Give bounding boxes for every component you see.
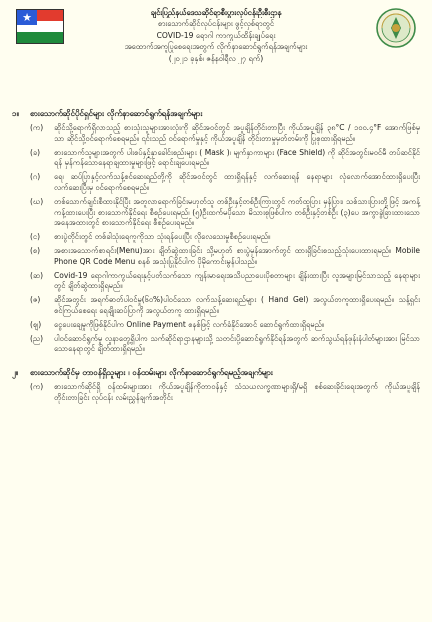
item-label: (င)	[30, 232, 41, 242]
item-label: (ဇ)	[30, 295, 41, 305]
header-date: (၂၀၂၁ ခုနှစ်၊ ဇန်နဝါရီလ ၂၇ ရက်)	[168, 53, 264, 63]
item-text: စားသောက်သူများအတွက် ပါးစပ်နှင့်နှာခေါင်းစည်းများ ( Mask )၊ မျက်နှာကာများ (Face Shield) ကို ဆိုင်အတွင်းမဝင်မီ တပ်ဆင်နိုင်ရန် မှန်ကန်သောနေရာချထားမှုများဖြင့် ရောင်းချပေးရမည်။	[54, 147, 420, 168]
notice-body	[12, 108, 420, 404]
section-owners	[12, 108, 420, 355]
item-text: ဆိုင်အတွင်း အရက်ဓာတ်ပါဝင်မှု(၆၀%)ပါဝင်သော လက်သန့်ဆေးရည်များ ( Hand Gel) အလွယ်တကူထားရှိပေးရမည်။ သန့်ရှင်းစင်ကြယ်စေရေး ရေချိုးဆပ်ပြာကို အလွယ်တကူ ထားရှိရမည်။	[54, 295, 420, 315]
item-text: စားသောက်ဆိုင်ရှိ ဝန်ထမ်းများအား ကိုယ်အပူချိန်ကိုတာဝန်နှင့် သံသယလက္ခဏာများရှိ/မရှိ စစ်ဆေးခိုင်းရေးအတွက် ကိုယ်အပူချိန်တိုင်းတာခြင်း လုပ်ငန်း လမ်းညွှန်ချက်အတိုင်း	[54, 382, 420, 402]
list-item	[30, 246, 420, 268]
item-text: ဆိုင်သို့ရောက်ရှိလာသည့် စားသုံးသူများအားလုံးကို ဆိုင်အဝင်တွင် အပူချိန်တိုင်းတာပြီး ကိုယ်အပူချိန် ၃၈°C / ၁၀၀.၄°F အောက်ဖြစ်မှသာ ဆိုင်သို့ဝင်ရောက်စေရမည်။ ၎င်းသည် ဝင်ရောက်မှုနှင့် ကိုယ်အပူချိန် တိုင်းတာမှုမှတ်တမ်းကို ပြုစုထားရှိရမည်။	[54, 123, 420, 143]
section-title-text: စားသောက်ဆိုင်မှ တာဝန်ရှိသူများ ၊ ဝန်ထမ်းများ လိုက်နာဆောင်ရွက်ရမည့်အချက်များ	[30, 368, 273, 378]
list-item	[30, 232, 420, 243]
section-title	[12, 367, 420, 379]
list-item	[30, 382, 420, 404]
list-item	[30, 123, 420, 145]
item-label: (ဂ)	[30, 172, 41, 182]
list-item	[30, 148, 420, 170]
header-covid: COVID-19 ရောဂါ ကာကွယ်ထိန်းချုပ်ရေး	[156, 30, 276, 40]
item-label: (ဆ)	[30, 270, 44, 280]
list-item	[30, 295, 420, 317]
list-item	[30, 197, 420, 229]
item-label: (က)	[30, 382, 44, 392]
section-title-text: စားသောက်ဆိုင်ပိုင်ရှင်များ လိုက်နာဆောင်ရွက်ရန်အချက်များ	[30, 109, 203, 118]
item-text: တစ်သောက်ချင်းစီထားနိုင်ပြီး အတူလာရောက်ခြင်းမဟုတ်သူ တစ်ဦးနှင့်တစ်ဦးကြားတွင် ကတ်ထူပြား မှန်ပြား၊ သစ်သားပြားတို့ဖြင့် အကန့် ကန့်ထားပေးပြီး စားသောက်နိုင်ရေး စီစဉ်ပေးရမည်၊ (၅)ဦးထက်မပိုသော မိသားစုဖြစ်ပါက တစ်ဦးနှင့်တစ်ဦး (၃)ပေ အကွာခွဲခြားထားသောအနေအထားတွင် စားသောက်နိုင်ရေး စီစဉ်ပေးရမည်။	[54, 196, 420, 228]
section-staff	[12, 367, 420, 404]
section-title	[12, 108, 420, 120]
item-text: စားပွဲတိုင်းတွင် တစ်ခါသုံးရေကူကိုသာ သုံးရန်ပေးပြီး လိုလေသေးမှုစီစဉ်ပေးရမည်။	[54, 232, 271, 242]
item-text: ရေ၊ ဆပ်ပြာနှင့်လက်သန့်စင်ဆေးရည်တို့ကို ဆိုင်အဝင်တွင် ထားရှိရန်နှင့် လက်ဆေးရန် နေရာများ လုံလောက်အောင်ထားရှိပေးပြီး လက်ဆေးပြီးမှ ဝင်ရောက်စေရမည်။	[54, 172, 420, 192]
item-label: (ခ)	[30, 147, 41, 157]
department-seal-icon	[376, 8, 416, 48]
item-text: ငွေပေးချေမှုကိုဖြစ်နိုင်ပါက Online Payment စနစ်ဖြင့် လက်ခံနိုင်အောင် ဆောင်ရွက်ထားရှိရမည်။	[54, 319, 325, 329]
item-label: (က)	[30, 123, 44, 132]
list-item	[30, 334, 420, 356]
item-text: အစားအသောက်စာရင်း(Menu)အား ချိတ်ဆွဲထားခြင်း သို့မဟုတ် စားပွဲမှန်အောက်တွင် ထားရှိခြင်းစသည့်သုံးပေးထားရမည်။ Mobile Phone QR Code Menu စနစ် အသုံးပြုနိုင်ပါက ပိုမိုကောင်းမွန်ပါသည်။	[54, 245, 420, 266]
list-item	[30, 172, 420, 194]
item-label: (ည)	[30, 333, 44, 343]
item-text: Covid-19 ရောဂါကာကွယ်ရေးနှင့်ပတ်သက်သော ကျန်းမာရေးအသိပညာပေးပိုစတာများ ချိန်းထားပြီး လူအများမြင်သာသည့် နေရာများတွင် ချိတ်ဆွဲထားရှိရမည်။	[54, 270, 420, 291]
notice-header	[70, 7, 362, 64]
item-label: (စ)	[30, 245, 41, 255]
item-label: (ဈ)	[30, 319, 42, 329]
list-item	[30, 271, 420, 293]
header-subject: စားသောက်ဆိုင်လုပ်ငန်းများ ဖွင့်လှစ်ရာတွင်	[157, 19, 275, 29]
state-flag-icon: ★	[16, 9, 64, 44]
item-label: (ဃ)	[30, 196, 44, 206]
section-number: ၁။	[12, 109, 19, 118]
section-number: ၂။	[12, 368, 19, 378]
list-item	[30, 320, 420, 331]
header-department: ချင်းပြည်နယ်ဒေသဆိုင်ရာစီးပွားလုပ်ငန်းဦးစီးဌာန	[150, 8, 282, 17]
header-purpose: အထောက်အကူပြုစေရေးအတွက် လိုက်နာဆောင်ရွက်ရန်အချက်များ	[124, 42, 308, 52]
item-text: ပါဝင်ဆောင်ရွက်မှု လူနာတွေ့ရှိပါက သက်ဆိုင်ရာဌာနများသို့ သတင်းပို့ဆောင်ရွက်နိုင်ရန်အတွက် ဆက်သွယ်ရန်ဖုန်းနံပါတ်များအား မြင်သာသောနေရာတွင် ချိတ်ထားရှိရမည်။	[54, 333, 420, 354]
